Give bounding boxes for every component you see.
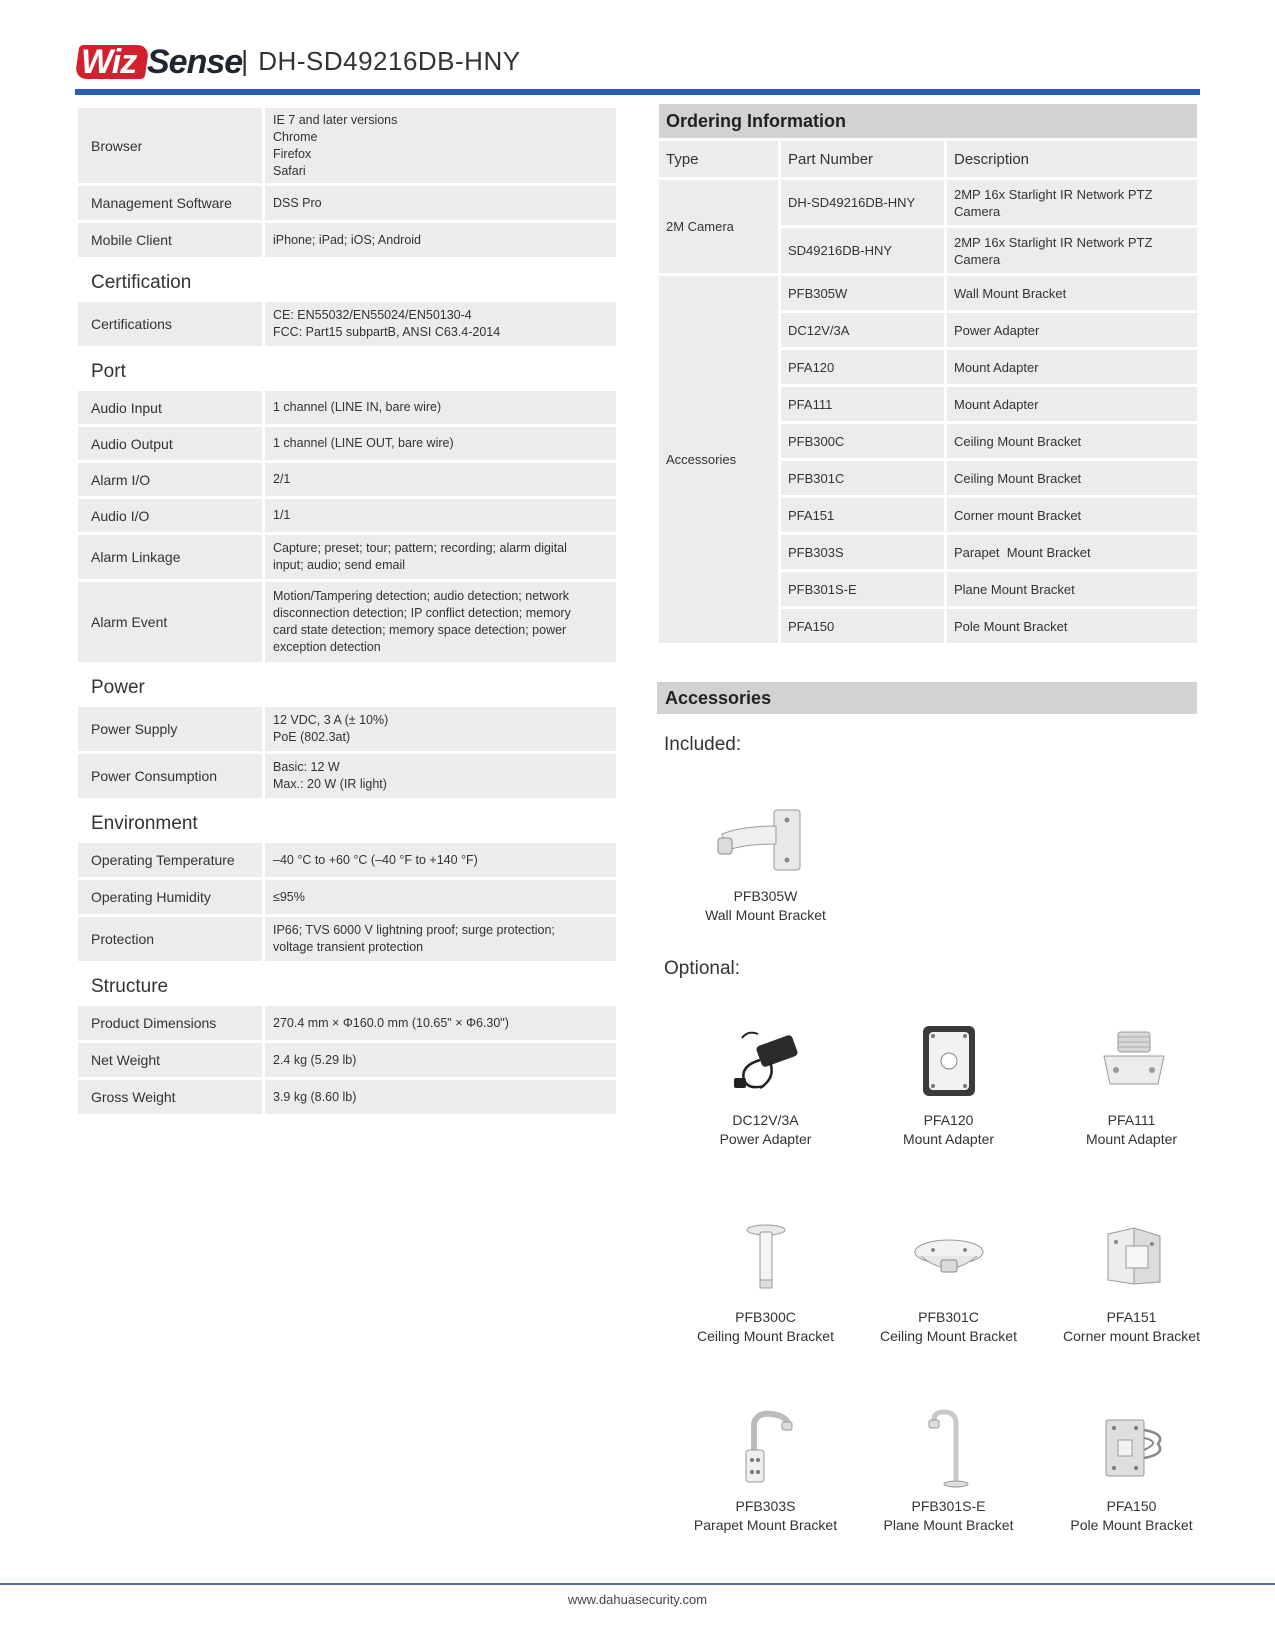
spec-row-audio-output: Audio Output 1 channel (LINE OUT, bare wire) bbox=[78, 427, 616, 460]
model-title: DH-SD49216DB-HNY bbox=[258, 45, 521, 76]
description: 2MP 16x Starlight IR Network PTZ Camera bbox=[947, 228, 1197, 273]
part-number: PFA150 bbox=[781, 609, 944, 643]
spec-row-power-consumption: Power Consumption Basic: 12 W Max.: 20 W (IR light) bbox=[78, 754, 616, 798]
included-label: Included: bbox=[664, 734, 742, 755]
description: Ceiling Mount Bracket bbox=[947, 424, 1197, 458]
description: Corner mount Bracket bbox=[947, 498, 1197, 532]
corner-mount-bracket-image bbox=[1104, 1224, 1164, 1290]
section-title-certification: Certification bbox=[91, 272, 192, 293]
spec-row-net-weight: Net Weight 2.4 kg (5.29 lb) bbox=[78, 1043, 616, 1077]
description: Mount Adapter bbox=[947, 387, 1197, 421]
wall-mount-bracket-image bbox=[712, 806, 804, 874]
accessory-item-pfb303s: PFB303S Parapet Mount Bracket bbox=[693, 1498, 838, 1533]
part-number: PFB303S bbox=[781, 535, 944, 569]
accessories-title: Accessories bbox=[657, 682, 1197, 714]
spec-row-mobile-client: Mobile Client iPhone; iPad; iOS; Android bbox=[78, 223, 616, 257]
part-number: PFB301C bbox=[781, 461, 944, 495]
spec-row-power-supply: Power Supply 12 VDC, 3 A (± 10%) PoE (802.3at) bbox=[78, 707, 616, 751]
header-type: Type bbox=[659, 141, 778, 177]
ceiling-mount-bracket-image bbox=[745, 1224, 787, 1290]
spec-row-alarm-linkage: Alarm Linkage Capture; preset; tour; pattern; recording; alarm digital input; audio; send email bbox=[78, 535, 616, 579]
accessory-item-pfb301s-e: PFB301S-E Plane Mount Bracket bbox=[883, 1498, 1014, 1533]
part-number: DC12V/3A bbox=[781, 313, 944, 347]
wizsense-logo: Wiz Sense bbox=[75, 39, 235, 83]
part-number: PFA111 bbox=[781, 387, 944, 421]
description: Mount Adapter bbox=[947, 350, 1197, 384]
spec-row-alarm-io: Alarm I/O 2/1 bbox=[78, 463, 616, 496]
spec-row-gross-weight: Gross Weight 3.9 kg (8.60 lb) bbox=[78, 1080, 616, 1114]
part-number: DH-SD49216DB-HNY bbox=[781, 180, 944, 225]
spec-value: IE 7 and later versions Chrome Firefox Safari bbox=[265, 108, 616, 183]
footer-divider bbox=[0, 1583, 1275, 1585]
description: Parapet Mount Bracket bbox=[947, 535, 1197, 569]
accessory-item-pfa111: PFA111 Mount Adapter bbox=[1085, 1112, 1178, 1147]
part-number: SD49216DB-HNY bbox=[781, 228, 944, 273]
spec-row-operating-temperature: Operating Temperature –40 °C to +60 °C (–40 °F to +140 °F) bbox=[78, 843, 616, 877]
spec-row-audio-input: Audio Input 1 channel (LINE IN, bare wire) bbox=[78, 391, 616, 424]
accessory-item-pfa150: PFA150 Pole Mount Bracket bbox=[1070, 1498, 1193, 1533]
description: Wall Mount Bracket bbox=[947, 276, 1197, 310]
description: Power Adapter bbox=[947, 313, 1197, 347]
description: 2MP 16x Starlight IR Network PTZ Camera bbox=[947, 180, 1197, 225]
accessory-item-pfb301c: PFB301C Ceiling Mount Bracket bbox=[880, 1309, 1017, 1344]
page-header bbox=[75, 36, 521, 86]
header-divider bbox=[75, 89, 1200, 95]
spec-row-mgmt-software: Management Software DSS Pro bbox=[78, 186, 616, 220]
type-accessories: Accessories bbox=[659, 276, 778, 643]
header-part-number: Part Number bbox=[781, 141, 944, 177]
plane-mount-bracket-image bbox=[926, 1408, 972, 1488]
part-number: PFB305W bbox=[781, 276, 944, 310]
header-description: Description bbox=[947, 141, 1197, 177]
spec-label: Browser bbox=[78, 108, 262, 183]
optional-label: Optional: bbox=[664, 958, 741, 979]
spec-table bbox=[78, 108, 616, 1117]
part-number: PFB300C bbox=[781, 424, 944, 458]
part-number: PFB301S-E bbox=[781, 572, 944, 606]
footer-url: www.dahuasecurity.com bbox=[567, 1592, 708, 1607]
description: Plane Mount Bracket bbox=[947, 572, 1197, 606]
spec-row-audio-io: Audio I/O 1/1 bbox=[78, 499, 616, 532]
spec-row-operating-humidity: Operating Humidity ≤95% bbox=[78, 880, 616, 914]
spec-row-browser bbox=[78, 108, 616, 183]
part-number: PFA120 bbox=[781, 350, 944, 384]
part-number: PFA151 bbox=[781, 498, 944, 532]
section-title-port: Port bbox=[91, 361, 126, 382]
accessory-item-pfa151: PFA151 Corner mount Bracket bbox=[1063, 1309, 1200, 1344]
accessory-item-pfb300c: PFB300C Ceiling Mount Bracket bbox=[697, 1309, 834, 1344]
description: Ceiling Mount Bracket bbox=[947, 461, 1197, 495]
header-separator: | bbox=[241, 45, 249, 76]
section-title-environment: Environment bbox=[91, 813, 198, 834]
section-title-structure: Structure bbox=[91, 976, 169, 997]
spec-row-protection: Protection IP66; TVS 6000 V lightning proof; surge protection; voltage transient protection bbox=[78, 917, 616, 961]
ordering-information-table bbox=[659, 104, 1197, 643]
ordering-title: Ordering Information bbox=[659, 104, 1197, 138]
mount-adapter-pfa111-image bbox=[1100, 1028, 1168, 1090]
type-2m-camera: 2M Camera bbox=[659, 180, 778, 273]
power-adapter-image bbox=[730, 1026, 802, 1096]
parapet-mount-bracket-image bbox=[742, 1410, 794, 1484]
spec-row-certifications: Certifications CE: EN55032/EN55024/EN50130-4 FCC: Part15 subpartB, ANSI C63.4-2014 bbox=[78, 302, 616, 346]
section-title-power: Power bbox=[91, 677, 145, 698]
description: Pole Mount Bracket bbox=[947, 609, 1197, 643]
accessory-item-pfa120: PFA120 Mount Adapter bbox=[902, 1112, 995, 1147]
pole-mount-bracket-image bbox=[1100, 1414, 1168, 1480]
spec-row-alarm-event: Alarm Event Motion/Tampering detection; audio detection; network disconnection detection; IP conflict detection; memory card state detection; memory space detection; power exception detection bbox=[78, 582, 616, 662]
spec-row-product-dimensions: Product Dimensions 270.4 mm × Φ160.0 mm (10.65" × Φ6.30") bbox=[78, 1006, 616, 1040]
ceiling-mount-bracket-pfb301c-image bbox=[913, 1234, 985, 1280]
mount-adapter-image bbox=[921, 1024, 977, 1098]
accessory-item-dc12v3a: DC12V/3A Power Adapter bbox=[719, 1112, 812, 1147]
accessory-item-pfb305w: PFB305W Wall Mount Bracket bbox=[705, 888, 826, 923]
